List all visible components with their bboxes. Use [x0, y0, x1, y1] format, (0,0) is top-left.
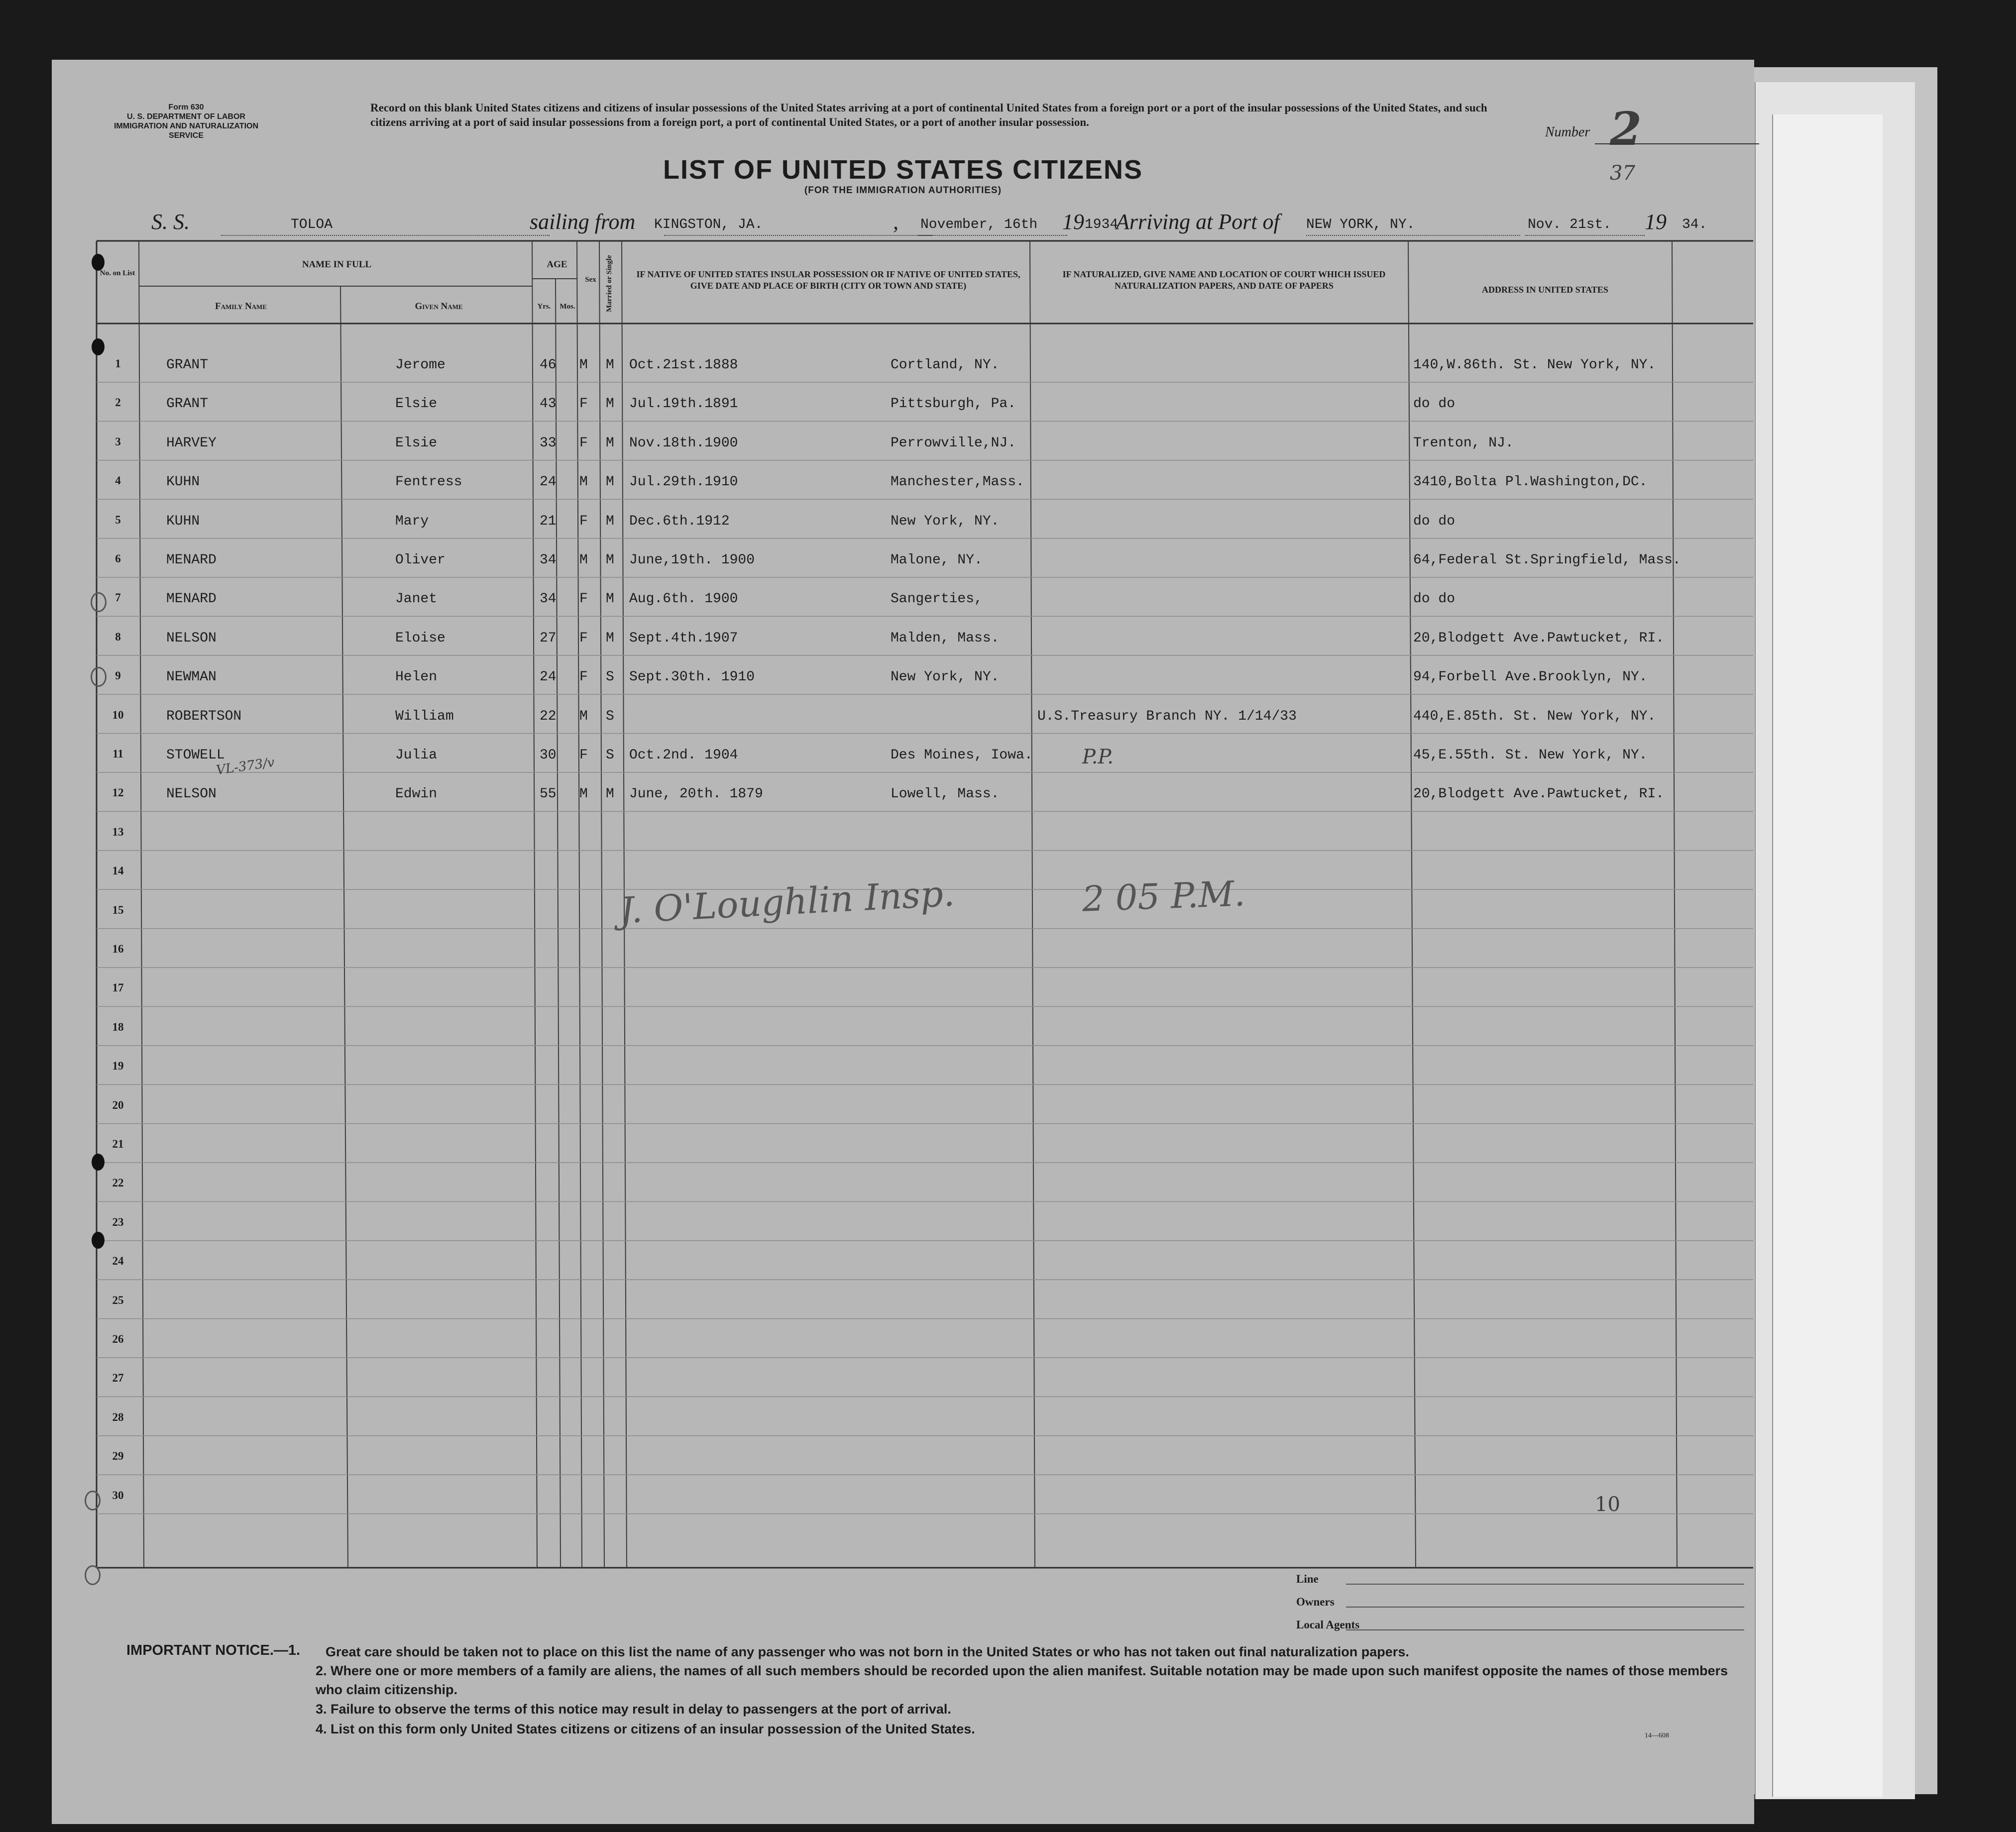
address: 3410,Bolta Pl.Washington,DC. — [1413, 474, 1648, 490]
row-number: 20 — [112, 1098, 124, 1111]
pp-annotation: P.P. — [1082, 746, 1114, 768]
age-years: 34 — [540, 552, 557, 568]
family-name: ROBERTSON — [166, 708, 242, 724]
birth-date: Jul.19th.1891 — [629, 396, 738, 412]
ss-label: S. S. — [151, 210, 190, 234]
address: 20,Blodgett Ave.Pawtucket, RI. — [1413, 630, 1665, 646]
row-number: 16 — [112, 943, 124, 955]
given-name: Mary — [395, 513, 429, 529]
sex: F — [579, 513, 588, 529]
address: do do — [1413, 591, 1456, 607]
notice-item-1: Great care should be taken not to place on this list the name of any passenger who was not born in the United States or who has not taken out final naturalization papers. — [326, 1644, 1409, 1659]
row-number: 30 — [112, 1489, 124, 1502]
row-number: 10 — [112, 708, 124, 721]
marital-status: M — [606, 435, 614, 451]
local-agents-label: Local Agents — [1296, 1618, 1360, 1631]
page-subtitle: (FOR THE IMMIGRATION AUTHORITIES) — [804, 185, 1002, 196]
marital-status: M — [606, 786, 614, 802]
row-number: 13 — [112, 825, 124, 838]
col-header-naturalized: IF NATURALIZED, GIVE NAME AND LOCATION OF COURT WHICH ISSUED NATURALIZATION PAPERS, AND DATE OF PAPERS — [1062, 269, 1386, 291]
service-name: IMMIGRATION AND NATURALIZATION SERVICE — [113, 122, 259, 140]
col-header-address: ADDRESS IN UNITED STATES — [1482, 285, 1608, 295]
row-number: 22 — [112, 1177, 124, 1189]
address: 64,Federal St.Springfield, Mass. — [1413, 552, 1681, 568]
row-number: 28 — [112, 1410, 124, 1423]
family-name: NELSON — [166, 630, 217, 646]
marital-status: M — [606, 474, 614, 490]
marital-status: S — [606, 669, 614, 685]
birth-date: Jul.29th.1910 — [629, 474, 738, 490]
margin-annotation: VL-373/v — [215, 754, 276, 778]
marital-status: S — [606, 708, 614, 724]
number-label: Number — [1545, 124, 1590, 140]
marital-status: M — [606, 396, 614, 412]
sex: M — [579, 708, 588, 724]
notice-item-2: 2. Where one or more members of a family are aliens, the names of all such members should be recorded upon the alien manifest. Suitable notation may be made upon such manifest opposite the names of those members who claim citizenship. — [316, 1663, 1728, 1697]
row-number: 1 — [115, 357, 121, 370]
given-name: Oliver — [395, 552, 446, 568]
row-number: 14 — [112, 864, 124, 877]
family-name: HARVEY — [166, 435, 217, 451]
given-name: William — [395, 708, 454, 724]
notice-item-3: 3. Failure to observe the terms of this notice may result in delay to passengers at the port of arrival. — [316, 1702, 951, 1717]
age-years: 22 — [540, 708, 557, 724]
row-number: 7 — [115, 591, 121, 604]
time-annotation: 2 05 P.M. — [1081, 873, 1246, 920]
family-name: KUHN — [166, 474, 200, 490]
departure-date: November, 16th — [920, 217, 1038, 232]
departure-year: 1934 — [1085, 217, 1119, 232]
row-number: 2 — [115, 396, 121, 409]
notice-heading: IMPORTANT NOTICE.—1. — [126, 1642, 301, 1658]
birth-date: Dec.6th.1912 — [629, 513, 730, 529]
birth-date: Aug.6th. 1900 — [629, 591, 738, 607]
family-name: MENARD — [166, 552, 217, 568]
birth-date: Oct.2nd. 1904 — [629, 748, 738, 763]
family-name: MENARD — [166, 591, 217, 607]
owners-label: Owners — [1296, 1596, 1335, 1608]
col-header-birth: IF NATIVE OF UNITED STATES INSULAR POSSESSION OR IF NATIVE OF UNITED STATES, GIVE DATE AND PLACE OF BIRTH (CITY OR TOWN AND STATE) — [636, 269, 1020, 291]
age-years: 27 — [540, 630, 557, 646]
sex: F — [579, 591, 588, 607]
inspector-signature: J. O'Loughlin Insp. — [618, 872, 956, 932]
line-label: Line — [1296, 1573, 1319, 1585]
footer-code: 14—608 — [1645, 1732, 1669, 1739]
col-header-family-name: Family Name — [215, 301, 267, 312]
row-number: 27 — [112, 1372, 124, 1385]
row-number: 11 — [112, 748, 123, 760]
row-number: 12 — [112, 786, 124, 799]
age-years: 46 — [540, 357, 557, 373]
marital-status: M — [606, 630, 614, 646]
marital-status: M — [606, 552, 614, 568]
given-name: Eloise — [395, 630, 446, 646]
row-number: 19 — [112, 1060, 124, 1073]
family-name: STOWELL — [166, 748, 225, 763]
arrival-year: 34. — [1682, 217, 1707, 232]
birth-date: June,19th. 1900 — [629, 552, 755, 568]
list-number: 2 — [1610, 102, 1642, 156]
col-header-mos: Mos. — [560, 303, 575, 311]
given-name: Janet — [395, 591, 438, 607]
birth-place: Malden, Mass. — [891, 630, 1000, 646]
age-years: 55 — [540, 786, 557, 802]
row-number: 5 — [115, 513, 121, 526]
binder-hole — [92, 338, 105, 355]
naturalization-court: U.S.Treasury Branch NY. 1/14/33 — [1037, 708, 1297, 724]
sex: F — [579, 669, 588, 685]
birth-place: Perrowville,NJ. — [891, 435, 1016, 451]
line-underline — [1346, 1584, 1744, 1585]
arrival-date: Nov. 21st. — [1528, 217, 1612, 232]
marital-status: M — [606, 591, 614, 607]
birth-place: New York, NY. — [891, 669, 1000, 685]
age-years: 24 — [540, 669, 557, 685]
sex: F — [579, 630, 588, 646]
birth-date: Nov.18th.1900 — [629, 435, 738, 451]
sex: M — [579, 786, 588, 802]
birth-date: Sept.30th. 1910 — [629, 669, 755, 685]
marital-status: M — [606, 513, 614, 529]
sex: M — [579, 357, 588, 373]
backing-sheet — [1772, 114, 1883, 1797]
col-header-age: AGE — [547, 259, 567, 270]
arriving-label: Arriving at Port of — [1116, 210, 1280, 234]
age-years: 24 — [540, 474, 557, 490]
age-years: 34 — [540, 591, 557, 607]
birth-place: Malone, NY. — [891, 552, 983, 568]
row-number: 3 — [115, 435, 121, 448]
binder-ring — [85, 1491, 101, 1510]
birth-place: Manchester,Mass. — [891, 474, 1024, 490]
family-name: NEWMAN — [166, 669, 217, 685]
row-number: 15 — [112, 903, 124, 916]
marital-status: S — [606, 748, 614, 763]
col-header-married-single: Married or Single — [605, 255, 613, 313]
form-number: Form 630 — [168, 103, 204, 111]
given-name: Helen — [395, 669, 438, 685]
list-sub-number: 37 — [1610, 162, 1635, 185]
address: do do — [1413, 396, 1456, 412]
birth-date: June, 20th. 1879 — [629, 786, 763, 802]
sex: F — [579, 396, 588, 412]
address: 45,E.55th. St. New York, NY. — [1413, 748, 1648, 763]
col-header-name-in-full: NAME IN FULL — [302, 259, 372, 270]
birth-place: New York, NY. — [891, 513, 1000, 529]
row-number: 26 — [112, 1333, 124, 1345]
given-name: Fentress — [395, 474, 462, 490]
table-grid — [52, 60, 1754, 1824]
binder-ring — [85, 1565, 101, 1585]
age-years: 43 — [540, 396, 557, 412]
col-header-no: No. on List — [100, 269, 135, 277]
family-name: NELSON — [166, 786, 217, 802]
row-number: 4 — [115, 474, 121, 487]
marital-status: M — [606, 357, 614, 373]
page-title: LIST OF UNITED STATES CITIZENS — [663, 155, 1143, 185]
arrival-year-prefix: 19 — [1645, 210, 1667, 234]
manifest-page — [52, 60, 1754, 1824]
given-name: Elsie — [395, 396, 438, 412]
family-name: GRANT — [166, 396, 209, 412]
col-header-yrs: Yrs. — [537, 303, 551, 311]
col-header-given-name: Given Name — [415, 301, 463, 312]
given-name: Elsie — [395, 435, 438, 451]
given-name: Edwin — [395, 786, 438, 802]
birth-place: Des Moines, Iowa. — [891, 748, 1033, 763]
row-number: 18 — [112, 1020, 124, 1033]
birth-place: Sangerties, — [891, 591, 983, 607]
age-years: 33 — [540, 435, 557, 451]
birth-date: Oct.21st.1888 — [629, 357, 738, 373]
sex: M — [579, 474, 588, 490]
sheet-count: 10 — [1595, 1493, 1620, 1516]
col-header-sex: Sex — [585, 276, 596, 284]
address: do do — [1413, 513, 1456, 529]
port-from: KINGSTON, JA. — [654, 217, 763, 232]
age-years: 21 — [540, 513, 557, 529]
local-agents-underline — [1346, 1629, 1744, 1630]
row-number: 6 — [115, 552, 121, 565]
owners-underline — [1346, 1607, 1744, 1608]
row-number: 23 — [112, 1215, 124, 1228]
comma: , — [893, 210, 898, 234]
address: 140,W.86th. St. New York, NY. — [1413, 357, 1656, 373]
row-number: 21 — [112, 1138, 124, 1150]
row-number: 17 — [112, 981, 124, 994]
family-name: GRANT — [166, 357, 209, 373]
binder-ring — [91, 667, 107, 687]
depart-year-prefix: 19 — [1062, 210, 1084, 234]
row-number: 24 — [112, 1255, 124, 1268]
birth-place: Lowell, Mass. — [891, 786, 1000, 802]
sailing-from-label: sailing from — [530, 210, 636, 234]
binder-hole — [92, 1232, 105, 1249]
age-years: 30 — [540, 748, 557, 763]
given-name: Julia — [395, 748, 438, 763]
notice-item-4: 4. List on this form only United States citizens or citizens of an insular possession of the United States. — [316, 1722, 975, 1736]
given-name: Jerome — [395, 357, 446, 373]
address: 20,Blodgett Ave.Pawtucket, RI. — [1413, 786, 1665, 802]
address: 94,Forbell Ave.Brooklyn, NY. — [1413, 669, 1648, 685]
birth-place: Cortland, NY. — [891, 357, 1000, 373]
binder-ring — [91, 592, 107, 612]
row-number: 8 — [115, 630, 121, 643]
birth-date: Sept.4th.1907 — [629, 630, 738, 646]
birth-place: Pittsburgh, Pa. — [891, 396, 1016, 412]
port-to: NEW YORK, NY. — [1306, 217, 1415, 232]
address: Trenton, NJ. — [1413, 435, 1514, 451]
row-number: 29 — [112, 1450, 124, 1463]
row-number: 25 — [112, 1293, 124, 1306]
family-name: KUHN — [166, 513, 200, 529]
form-instructions: Record on this blank United States citizens and citizens of insular possessions of the United States arriving at a port of continental United States from a foreign port or a port of the insular possessions of the United States, and such citizens arriving at a port of said insular possessions from a foreign port, a port of continental United States, or a port of another insular possession. — [370, 102, 1487, 128]
binder-hole — [92, 1154, 105, 1171]
ship-name: TOLOA — [291, 217, 333, 232]
sex: M — [579, 552, 588, 568]
sex: F — [579, 748, 588, 763]
address: 440,E.85th. St. New York, NY. — [1413, 708, 1656, 724]
department-name: U. S. DEPARTMENT OF LABOR — [127, 112, 245, 121]
binder-hole — [92, 254, 105, 271]
row-number: 9 — [115, 669, 121, 682]
sex: F — [579, 435, 588, 451]
